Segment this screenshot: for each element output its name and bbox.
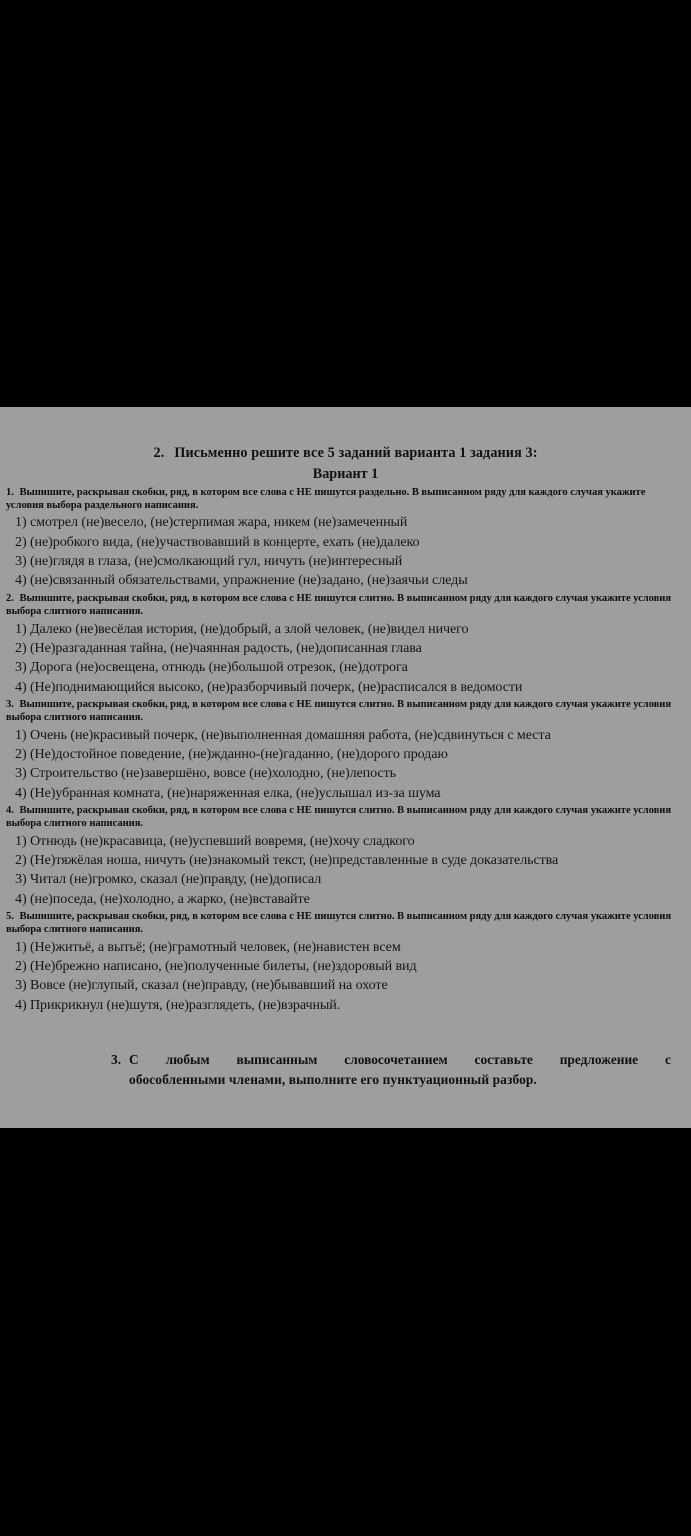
- task-prompt: [6, 487, 685, 513]
- task-prompt-line-1: Выпишите, раскрывая скобки, ряд, в котором все слова с НЕ пишутся раздельно. В выписанном ряду для каждого: [19, 486, 568, 498]
- final-task-word: с: [665, 1052, 671, 1068]
- letterbox-bottom: [0, 1128, 691, 1536]
- task-number: 3.: [6, 698, 14, 710]
- task-number: 1.: [6, 486, 14, 498]
- task-option: 3) Читал (не)громко, сказал (не)правду, (не)дописал: [15, 871, 322, 888]
- task-option: 1) (Не)житьё, а вытьё; (не)грамотный человек, (не)навистен всем: [15, 938, 401, 955]
- task-prompt-line-1: Выпишите, раскрывая скобки, ряд, в котором все слова с НЕ пишутся слитно. В выписанном ряду для каждого: [19, 804, 553, 816]
- task-option: 3) (не)глядя в глаза, (не)смолкающий гул, ничуть (не)интересный: [15, 553, 403, 570]
- task-option: 1) Отнюдь (не)красавица, (не)успевший вовремя, (не)хочу сладкого: [15, 832, 415, 849]
- task-block: [6, 593, 685, 696]
- task-option: 2) (Не)брежно написано, (не)полученные билеты, (не)здоровый вид: [15, 958, 417, 975]
- task-option: 4) Прикрикнул (не)шутя, (не)разглядеть, (не)взрачный.: [15, 996, 341, 1013]
- task-prompt-line-1: Выпишите, раскрывая скобки, ряд, в котором все слова с НЕ пишутся слитно. В выписанном ряду для каждого: [19, 698, 553, 710]
- task-prompt: [6, 805, 685, 831]
- final-task-word: составьте: [474, 1052, 533, 1068]
- task-prompt-line-2: случая укажите условия выбора слитного написания.: [6, 911, 672, 935]
- task-number: 4.: [6, 804, 14, 816]
- letterbox-top: [0, 0, 691, 407]
- task-option: 1) Далеко (не)весёлая история, (не)добрый, а злой человек, (не)видел ничего: [15, 620, 469, 637]
- task-option: 2) (Не)разгаданная тайна, (не)чаянная радость, (не)дописанная глава: [15, 639, 422, 656]
- page-title-number: 2.: [153, 445, 165, 461]
- task-prompt-line-1: Выпишите, раскрывая скобки, ряд, в котором все слова с НЕ пишутся слитно. В выписанном ряду для каждого: [19, 592, 553, 604]
- final-task-block: [6, 1050, 685, 1089]
- task-number: 5.: [6, 911, 14, 922]
- task-prompt-line-2: случая укажите условия выбора раздельного написания.: [6, 486, 646, 511]
- task-prompt: [6, 699, 685, 725]
- document-page: [0, 407, 691, 1128]
- final-task-line-2: обособленными членами, выполните его пунктуационный разбор.: [129, 1071, 537, 1087]
- task-option: 4) (не)связанный обязательствами, упражнение (не)задано, (не)заячьи следы: [15, 572, 468, 589]
- task-option: 3) Дорога (не)освещена, отнюдь (не)большой отрезок, (не)дотрога: [15, 659, 408, 676]
- task-prompt-line-1: Выпишите, раскрывая скобки, ряд, в котором все слова с НЕ пишутся слитно. В выписанном ряду для каждого: [19, 911, 553, 922]
- final-task-word: выписанным: [236, 1052, 318, 1068]
- final-task-number: 3.: [111, 1052, 122, 1068]
- task-block: [6, 487, 685, 590]
- task-prompt: [6, 911, 685, 937]
- task-prompt: [6, 593, 685, 619]
- task-block: [6, 911, 685, 1014]
- task-block: [6, 699, 685, 802]
- task-number: 2.: [6, 592, 14, 604]
- final-task-word: словосочетанием: [344, 1052, 448, 1068]
- page-title: [6, 407, 685, 463]
- task-prompt-line-2: случая укажите условия выбора слитного написания.: [6, 592, 672, 617]
- task-option: 4) (Не)убранная комната, (не)наряженная елка, (не)услышал из-за шума: [15, 784, 441, 801]
- task-option: 2) (не)робкого вида, (не)участвовавший в концерте, ехать (не)далеко: [15, 533, 420, 550]
- task-option: 2) (Не)тяжёлая ноша, ничуть (не)знакомый текст, (не)представленные в суде доказательства: [15, 852, 559, 869]
- task-option: 4) (Не)поднимающийся высоко, (не)разборчивый почерк, (не)расписался в ведомости: [15, 678, 523, 695]
- task-option: 4) (не)поседа, (не)холодно, а жарко, (не)вставайте: [15, 890, 310, 907]
- task-option: 1) смотрел (не)весело, (не)стерпимая жара, никем (не)замеченный: [15, 514, 408, 531]
- task-option: 3) Строительство (не)завершёно, вовсе (не)холодно, (не)лепость: [15, 765, 396, 782]
- task-option: 1) Очень (не)красивый почерк, (не)выполненная домашняя работа, (не)сдвинуться с места: [15, 726, 551, 743]
- final-task-word: любым: [165, 1052, 210, 1068]
- variant-label: Вариант 1: [312, 466, 379, 483]
- page-title-text: Письменно решите все 5 заданий варианта 1 задания 3:: [174, 445, 538, 461]
- task-block: [6, 805, 685, 908]
- final-task-word: С: [129, 1052, 139, 1068]
- task-option: 2) (Не)достойное поведение, (не)жданно-(не)гаданно, (не)дорого продаю: [15, 745, 448, 762]
- final-task-word: предложение: [559, 1052, 639, 1068]
- task-option: 3) Вовсе (не)глупый, сказал (не)правду, (не)бывавший на охоте: [15, 977, 388, 994]
- final-task-line-1: [129, 1050, 671, 1069]
- task-prompt-line-2: случая укажите условия выбора слитного написания.: [6, 804, 672, 829]
- task-prompt-line-2: случая укажите условия выбора слитного написания.: [6, 698, 672, 723]
